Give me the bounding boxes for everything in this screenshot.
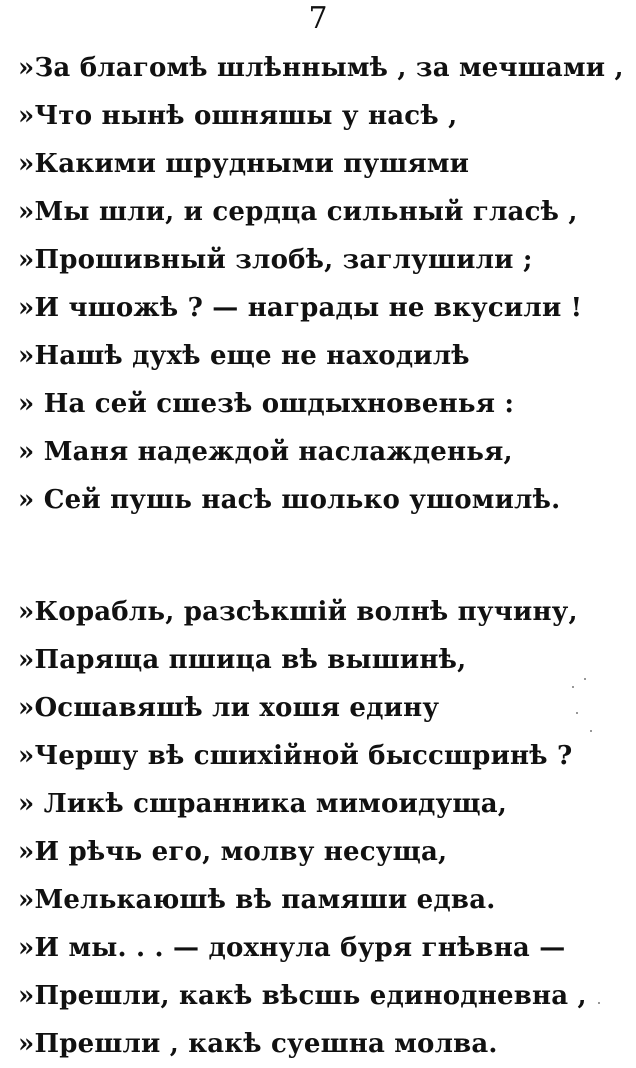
verse-line: »И рѣчь его, молву несуща,: [18, 837, 448, 867]
verse-line: » Маня надеждой наслажденья,: [18, 437, 513, 467]
verse-line: »Паряща пшица вѣ вышинѣ,: [18, 645, 467, 675]
verse-line: » Сей пушь насѣ шолько ушомилѣ.: [18, 485, 561, 515]
verse-line: »Прошивный злобѣ, заглушили ;: [18, 245, 533, 275]
verse-line: »Мелькаюшѣ вѣ памяши едва.: [18, 885, 496, 915]
verse-line: »Нашѣ духѣ еще не находилѣ: [18, 341, 470, 371]
verse-line: »И чшожѣ ? — награды не вкусили !: [18, 293, 583, 323]
verse-line: » Ликѣ сшранника мимоидуща,: [18, 789, 507, 819]
print-speck: [572, 686, 574, 688]
stanza-2: [18, 588, 628, 1068]
verse-line: »Чершу вѣ сшихійной быссшринѣ ?: [18, 741, 573, 771]
verse-line: »Прешли , какѣ суешна молва.: [18, 1029, 498, 1059]
verse-line: »Осшавяшѣ ли хошя едину: [18, 693, 440, 723]
verse-line: »За благомѣ шлѣннымѣ , за мечшами ,: [18, 53, 624, 83]
print-speck: [576, 712, 578, 714]
print-speck: [590, 730, 592, 732]
print-speck: [598, 1002, 600, 1004]
verse-line: »Прешли, какѣ вѣсшь единодневна ,: [18, 981, 587, 1011]
verse-line: »Корабль, разсѣкшій волнѣ пучину,: [18, 597, 578, 627]
page-number: 7: [308, 1, 328, 36]
print-speck: [584, 678, 586, 680]
verse-line: » На сей сшезѣ ошдыхновенья :: [18, 389, 515, 419]
stanza-1: [18, 44, 628, 524]
verse-line: »Что нынѣ ошняшы у насѣ ,: [18, 101, 458, 131]
verse-line: »И мы. . . — дохнула буря гнѣвна —: [18, 933, 566, 963]
verse-line: »Какими шрудными пушями: [18, 149, 470, 179]
verse-line: »Мы шли, и сердца сильный гласѣ ,: [18, 197, 578, 227]
